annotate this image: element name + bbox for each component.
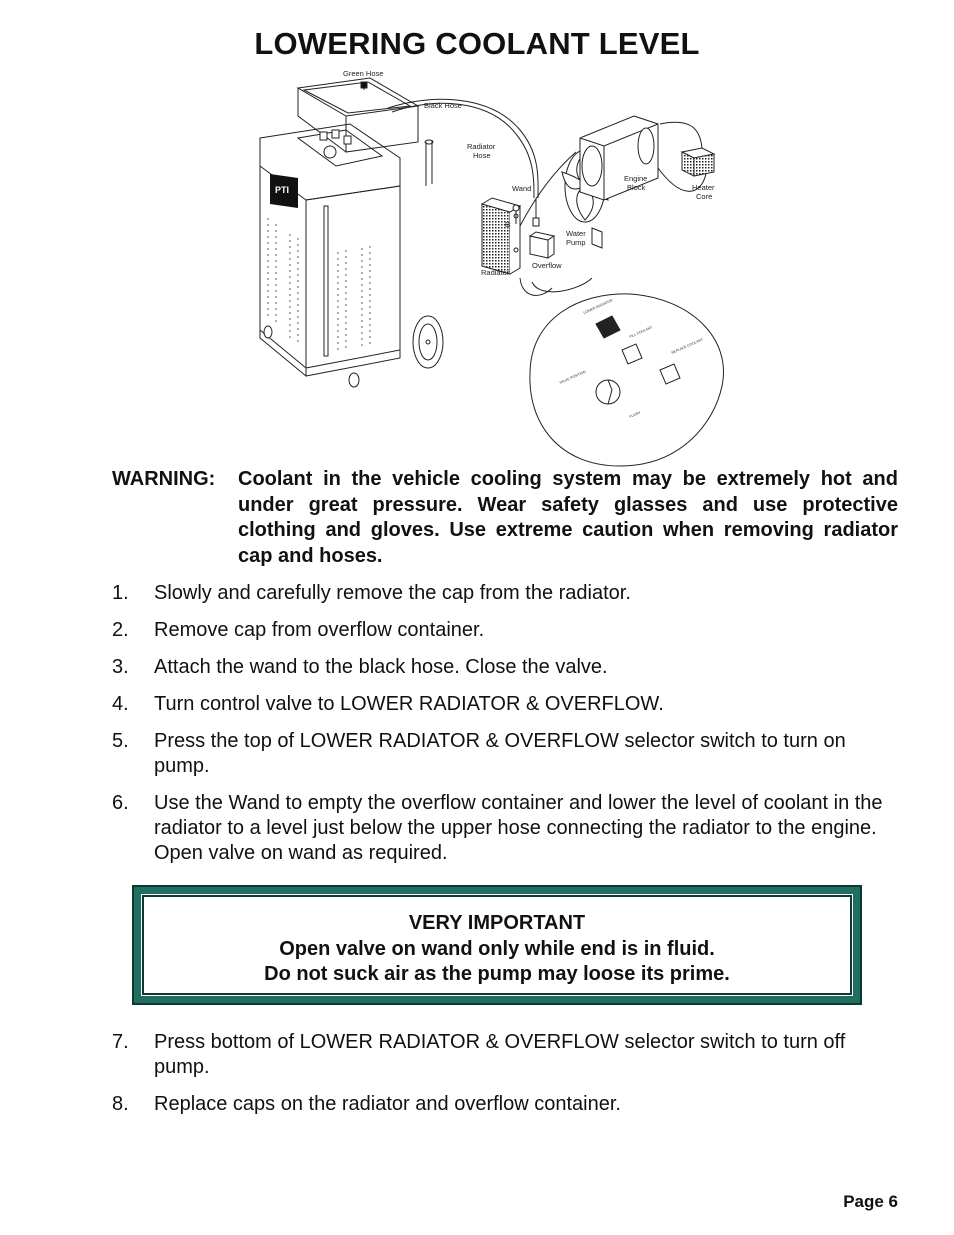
list-item: 2. Remove cap from overflow container. — [112, 619, 485, 641]
list-item: 4. Turn control valve to LOWER RADIATOR & OVERFLOW. — [112, 693, 664, 715]
warning-label: WARNING: — [112, 468, 216, 490]
callout-text — [144, 911, 850, 988]
diagram-labels — [343, 69, 715, 277]
step-text: Press bottom of LOWER RADIATOR & OVERFLOW selector switch to turn off pump. — [154, 1031, 846, 1078]
label-wand: Wand — [512, 184, 532, 193]
steps-list-1 — [112, 581, 898, 878]
step-text: Press the top of LOWER RADIATOR & OVERFLOW selector switch to turn on pump. — [154, 730, 846, 777]
control-panel-detail — [530, 294, 724, 466]
label-water-pump-1: Water — [566, 229, 586, 238]
step-text: Attach the wand to the black hose. Close the valve. — [154, 656, 608, 678]
callout-heading: VERY IMPORTANT — [408, 912, 586, 934]
step-text: Turn control valve to LOWER RADIATOR & OVERFLOW. — [154, 693, 664, 715]
label-black-hose: Black Hose — [424, 101, 462, 110]
svg-text:FLUSH: FLUSH — [628, 410, 641, 419]
callout-inner-frame — [142, 895, 852, 995]
heater-core — [682, 148, 714, 176]
label-heater-core-2: Core — [696, 192, 713, 201]
pti-logo — [270, 174, 298, 208]
callout-line-3: Do not suck air as the pump may loose its prime. — [264, 963, 730, 985]
svg-text:REPLACE COOLANT: REPLACE COOLANT — [670, 337, 704, 355]
list-item: 8. Replace caps on the radiator and overflow container. — [112, 1093, 621, 1115]
steps-list-2 — [112, 1030, 898, 1129]
svg-text:VALVE POSITION: VALVE POSITION — [558, 369, 587, 385]
label-overflow: Overflow — [532, 261, 562, 270]
engine-block — [580, 116, 658, 200]
list-item: 1. Slowly and carefully remove the cap from the radiator. — [112, 582, 631, 604]
svg-text:PTI: PTI — [275, 185, 290, 195]
list-item: 3. Attach the wand to the black hose. Close the valve. — [112, 656, 608, 678]
step-text: Remove cap from overflow container. — [154, 619, 485, 641]
label-water-pump-2: Pump — [566, 238, 586, 247]
list-item: 7. Press bottom of LOWER RADIATOR & OVERFLOW selector switch to turn off pump. — [112, 1031, 846, 1078]
step-text: Replace caps on the radiator and overflow container. — [154, 1093, 621, 1115]
callout-line-2: Open valve on wand only while end is in fluid. — [279, 937, 715, 960]
label-engine-block-2: Block — [627, 183, 646, 192]
page-number: Page 6 — [843, 1192, 898, 1211]
machine-wheels — [264, 316, 443, 387]
svg-text:FILL COOLANT: FILL COOLANT — [628, 325, 654, 339]
label-valve-b: B — [505, 220, 511, 229]
warning-text: Coolant in the vehicle cooling system may be extremely hot and under great pressure. Wear safety glasses and use protective clothing and gloves. Use extreme caution when removing radiator cap and hoses. — [238, 468, 898, 567]
label-radiator-hose-1: Radiator — [467, 142, 496, 151]
step-text: Use the Wand to empty the overflow container and lower the level of coolant in the radiator to a level just below the upper hose connecting the radiator to the engine. Open valve on wand as required. — [154, 792, 883, 864]
warning-block — [112, 467, 898, 569]
step-text: Slowly and carefully remove the cap from the radiator. — [154, 582, 631, 604]
label-heater-core-1: Heater — [692, 183, 715, 192]
overflow-bottle — [530, 232, 554, 258]
water-pump — [592, 228, 602, 248]
page-title: LOWERING COOLANT LEVEL — [254, 26, 700, 61]
label-engine-block-1: Engine — [624, 174, 648, 183]
label-green-hose: Green Hose — [343, 69, 384, 78]
label-radiator: Radiator — [481, 268, 510, 277]
very-important-callout — [132, 885, 862, 1005]
coolant-machine — [260, 78, 433, 376]
label-radiator-hose-2: Hose — [473, 151, 491, 160]
coolant-system-diagram — [240, 68, 740, 468]
list-item: 5. Press the top of LOWER RADIATOR & OVERFLOW selector switch to turn on pump. — [112, 730, 846, 777]
svg-text:LOWER RADIATOR: LOWER RADIATOR — [582, 298, 614, 315]
list-item: 6. Use the Wand to empty the overflow container and lower the level of coolant in the radiator to a level just below the upper hose connecting the radiator to the engine. Open valve on wand as required. — [112, 792, 883, 864]
